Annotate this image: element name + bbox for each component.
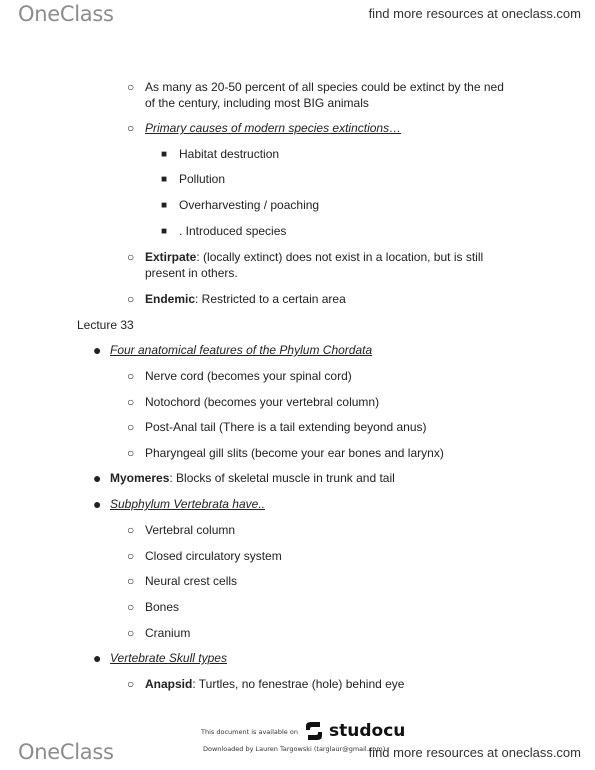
list-item: Neural crest cells [145, 574, 238, 588]
endemic-line [145, 292, 346, 307]
circle-bullet-icon: ○ [127, 420, 135, 434]
circle-bullet-icon: ○ [127, 446, 135, 460]
circle-bullet-icon: ○ [127, 600, 135, 614]
resources-link[interactable]: find more resources at oneclass.com [368, 6, 581, 21]
oneclass-logo: OneClass [18, 2, 114, 26]
circle-bullet-icon: ○ [127, 80, 135, 94]
list-item: Nerve cord (becomes your spinal cord) [145, 369, 352, 383]
list-item: Cranium [145, 626, 191, 640]
term: Endemic [145, 292, 196, 306]
causes-heading: Primary causes of modern species extinctions… [145, 121, 402, 135]
myomeres-line [110, 471, 395, 486]
term: Myomeres [110, 471, 170, 485]
disc-bullet-icon: ● [93, 342, 102, 358]
list-item: Post-Anal tail (There is a tail extending beyond anus) [145, 420, 427, 434]
circle-bullet-icon: ○ [127, 626, 135, 640]
chordata-heading: Four anatomical features of the Phylum Chordata [110, 343, 373, 357]
list-item: Habitat destruction [179, 147, 280, 161]
disc-bullet-icon: ● [93, 650, 102, 666]
studocu-icon [303, 720, 325, 742]
list-item: . Introduced species [179, 224, 287, 238]
circle-bullet-icon: ○ [127, 250, 135, 264]
definition: : (locally extinct) does not exist in a location, but is still [196, 250, 484, 264]
circle-bullet-icon: ○ [127, 677, 135, 691]
definition: : Turtles, no fenestrae (hole) behind eye [192, 677, 405, 691]
circle-bullet-icon: ○ [127, 574, 135, 588]
circle-bullet-icon: ○ [127, 395, 135, 409]
square-bullet-icon: ■ [161, 226, 168, 237]
list-item: Overharvesting / poaching [179, 198, 320, 212]
text-line: As many as 20-50 percent of all species could be extinct by the ned [145, 80, 504, 94]
list-item: Pharyngeal gill slits (become your ear bones and larynx) [145, 446, 444, 460]
circle-bullet-icon: ○ [127, 369, 135, 383]
definition: : Blocks of skeletal muscle in trunk and tail [169, 471, 395, 485]
term: Extirpate [145, 250, 197, 264]
extirpate-line [145, 250, 483, 265]
circle-bullet-icon: ○ [127, 121, 135, 135]
square-bullet-icon: ■ [161, 200, 168, 211]
lecture-label: Lecture 33 [77, 318, 134, 332]
definition: : Restricted to a certain area [195, 292, 346, 306]
vertebrata-heading: Subphylum Vertebrata have.. [110, 497, 265, 511]
disc-bullet-icon: ● [93, 496, 102, 512]
studocu-wordmark: studocu [329, 721, 406, 741]
square-bullet-icon: ■ [161, 174, 168, 185]
circle-bullet-icon: ○ [127, 292, 135, 306]
text-line: present in others. [145, 266, 238, 280]
list-item: Vertebral column [145, 523, 236, 537]
term: Anapsid [145, 677, 193, 691]
oneclass-logo: OneClass [18, 740, 114, 764]
square-bullet-icon: ■ [161, 149, 168, 160]
list-item: Closed circulatory system [145, 549, 282, 563]
list-item: Pollution [179, 172, 226, 186]
skull-heading: Vertebrate Skull types [110, 651, 227, 665]
studocu-logo [303, 718, 405, 744]
circle-bullet-icon: ○ [127, 549, 135, 563]
anapsid-line [145, 677, 404, 692]
downloaded-by-note: Downloaded by Lauren Targowski (targlaur@gmail.com) [203, 745, 386, 753]
resources-link[interactable]: find more resources at oneclass.com [368, 745, 581, 760]
circle-bullet-icon: ○ [127, 523, 135, 537]
disc-bullet-icon: ● [93, 470, 102, 486]
list-item: Bones [145, 600, 180, 614]
list-item: Notochord (becomes your vertebral column) [145, 395, 380, 409]
available-on-note: This document is available on [201, 728, 298, 736]
text-line: of the century, including most BIG animals [145, 96, 369, 110]
